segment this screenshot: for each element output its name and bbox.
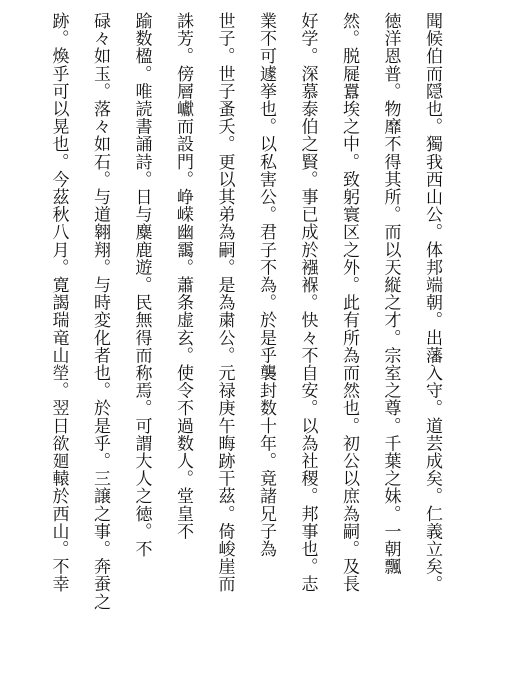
text-column-6: 世子。世子蚤夭。更以其弟為嗣。是為粛公。元禄庚午晦跡干茲。倚峻崖而: [214, 12, 235, 593]
text-column-1: 聞候伯而隠也。獨我西山公。体邦端朝。出藩入守。道芸成矣。仁義立矣。: [422, 12, 442, 593]
text-column-8: 踰数楹。唯読書誦詩。日与麋鹿遊。民無得而称焉。可謂大人之徳。不: [131, 12, 152, 558]
text-column-7: 誅芳。傍層巘而設門。峥嵘幽靄。蕭条虚玄。使令不過数人。堂皇不: [173, 12, 193, 540]
text-column-9: 碌々如玉。落々如石。与道翱翔。与時変化者也。於是乎。三譲之事。奔蚕之: [90, 12, 110, 611]
text-column-10: 跡。煥乎可以晃也。今茲秋八月。寛謁瑞竜山塋。翌日欲廻轅於西山。不幸: [48, 12, 69, 593]
text-column-4: 好学。深慕泰伯之賢。事已成於襁褓。快々不自安。以為社稷。邦事也。志: [297, 12, 318, 593]
text-column-2: 徳洋恩普。物靡不得其所。而以天縦之才。宗室之尊。千葉之妹。一朝飄: [380, 12, 401, 576]
text-column-3: 然。脱屣囂埃之中。致躬寰区之外。此有所為而然也。初公以庶為嗣。及長: [339, 12, 359, 593]
vertical-text-block: [37, 12, 452, 612]
text-column-5: 業不可遽挙也。以私害公。君子不為。於是乎襲封数十年。竟諸兄子為: [256, 12, 276, 558]
